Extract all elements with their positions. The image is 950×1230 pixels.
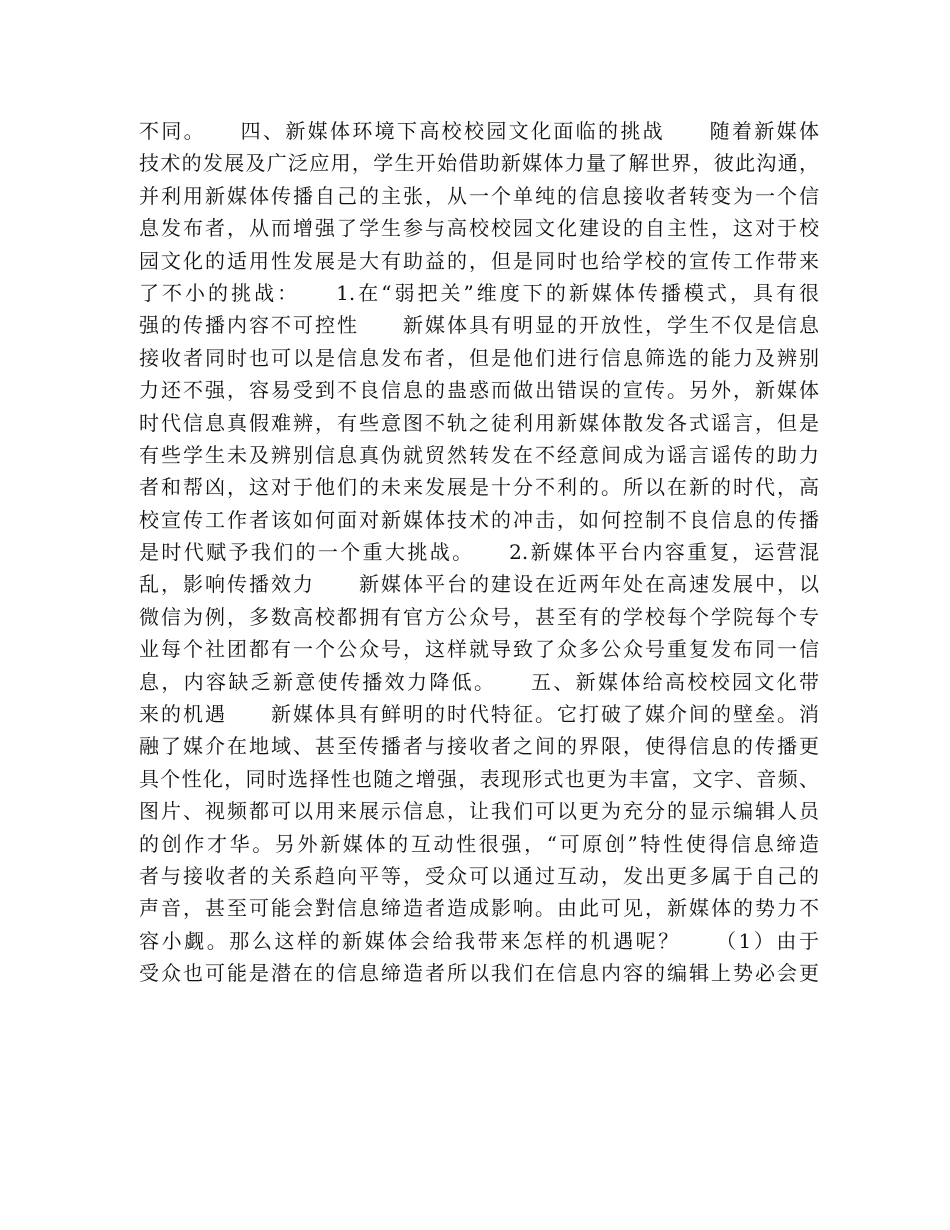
text-line-11: 有些学生未及辨别信息真伪就贸然转发在不经意间成为谣言谣传的助力 — [139, 442, 819, 467]
text-line-21: 具个性化，同时选择性也随之增强，表现形式也更为丰富，文字、音频、 — [139, 766, 819, 791]
text-line-25: 声音，甚至可能会對信息缔造者造成影响。由此可见，新媒体的势力不 — [139, 896, 819, 921]
text-line-16: 微信为例，多数高校都拥有官方公众号，甚至有的学校每个学院每个专 — [139, 604, 819, 629]
text-line-6: 了不小的挑战： 1.在“弱把关”维度下的新媒体传播模式，具有很 — [139, 280, 819, 305]
text-line-12: 者和帮凶，这对于他们的未来发展是十分不利的。所以在新的时代，高 — [139, 475, 819, 500]
text-line-23: 的创作才华。另外新媒体的互动性很强，“可原创”特性使得信息缔造 — [139, 831, 819, 856]
text-line-10: 时代信息真假难辨，有些意图不轨之徒利用新媒体散发各式谣言，但是 — [139, 410, 819, 435]
text-line-14: 是时代赋予我们的一个重大挑战。 2.新媒体平台内容重复，运营混 — [139, 540, 819, 565]
text-line-19: 来的机遇 新媒体具有鲜明的时代特征。它打破了媒介间的壁垒。消 — [139, 702, 819, 727]
text-line-18: 息，内容缺乏新意使传播效力降低。 五、新媒体给高校校园文化带 — [139, 669, 819, 694]
text-line-9: 力还不强，容易受到不良信息的蛊惑而做出错误的宣传。另外，新媒体 — [139, 378, 819, 403]
body-text — [139, 115, 819, 990]
text-line-3: 并利用新媒体传播自己的主张，从一个单纯的信息接收者转变为一个信 — [139, 183, 819, 208]
text-line-2: 技术的发展及广泛应用，学生开始借助新媒体力量了解世界，彼此沟通， — [139, 151, 819, 176]
text-line-20: 融了媒介在地域、甚至传播者与接收者之间的界限，使得信息的传播更 — [139, 734, 819, 759]
text-line-7: 强的传播内容不可控性 新媒体具有明显的开放性，学生不仅是信息 — [139, 313, 819, 338]
text-line-26: 容小觑。那么这样的新媒体会给我带来怎样的机遇呢？ （1）由于 — [139, 928, 819, 953]
text-line-5: 园文化的适用性发展是大有助益的，但是同时也给学校的宣传工作带来 — [139, 248, 819, 273]
text-line-8: 接收者同时也可以是信息发布者，但是他们进行信息筛选的能力及辨别 — [139, 345, 819, 370]
text-line-1: 不同。 四、新媒体环境下高校校园文化面临的挑战 随着新媒体 — [139, 119, 819, 143]
text-line-17: 业每个社团都有一个公众号，这样就导致了众多公众号重复发布同一信 — [139, 637, 819, 662]
text-line-22: 图片、视频都可以用来展示信息，让我们可以更为充分的显示编辑人员 — [139, 799, 819, 824]
text-line-13: 校宣传工作者该如何面对新媒体技术的冲击，如何控制不良信息的传播 — [139, 507, 819, 532]
text-line-15: 乱，影响传播效力 新媒体平台的建设在近两年处在高速发展中，以 — [139, 572, 819, 597]
text-line-27: 受众也可能是潜在的信息缔造者所以我们在信息内容的编辑上势必会更 — [139, 961, 819, 986]
text-line-24: 者与接收者的关系趋向平等，受众可以通过互动，发出更多属于自己的 — [139, 863, 819, 888]
text-line-4: 息发布者，从而增强了学生参与高校校园文化建设的自主性，这对于校 — [139, 216, 819, 241]
